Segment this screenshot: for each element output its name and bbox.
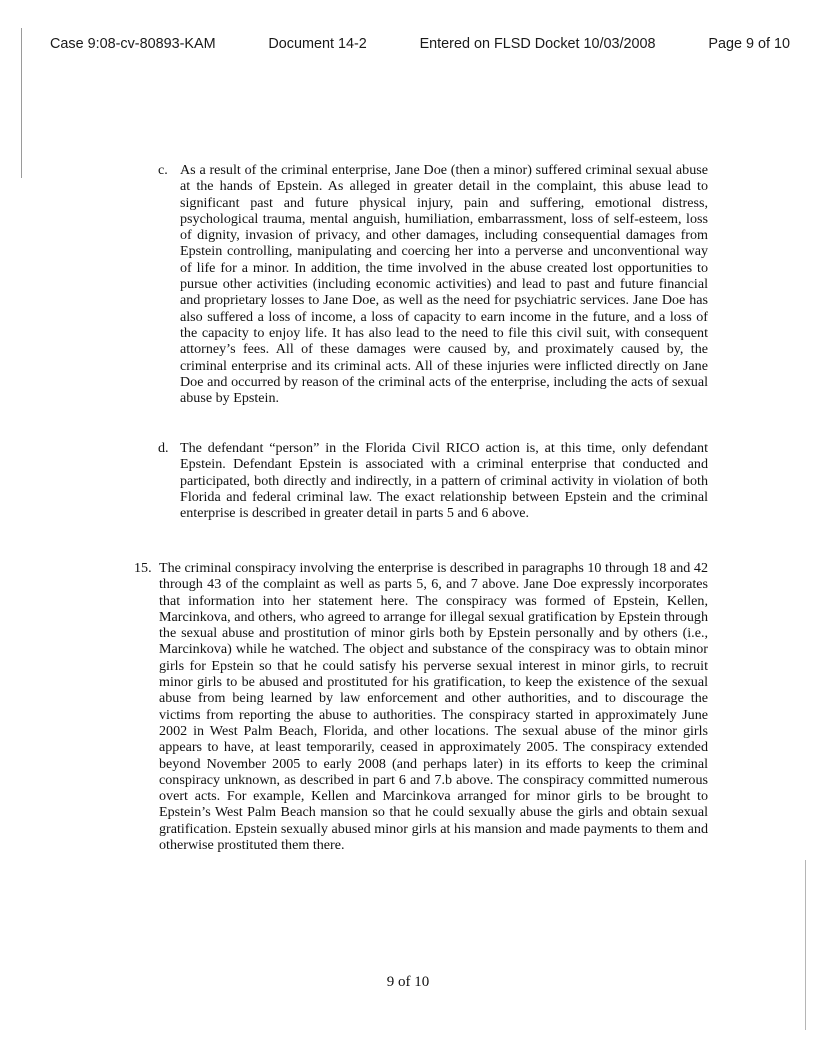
case-number: Case 9:08-cv-80893-KAM <box>50 36 216 52</box>
scan-margin-line <box>805 860 806 1030</box>
court-filing-header <box>50 36 790 52</box>
list-item-d <box>158 440 708 522</box>
paragraph-number-15: 15. <box>134 560 152 576</box>
page-footer: 9 of 10 <box>386 974 430 990</box>
list-marker-d: d. <box>158 440 169 456</box>
list-marker-c: c. <box>158 162 168 178</box>
header-page-number: Page 9 of 10 <box>708 36 790 52</box>
docket-entry: Entered on FLSD Docket 10/03/2008 <box>419 36 656 52</box>
list-item-c <box>158 162 708 407</box>
paragraph-15-text: The criminal conspiracy involving the enterprise is described in paragraphs 10 through 18 and 42 through 43 of the complaint as well as parts 5, 6, and 7 above. Jane Doe expressly incorporates that information into her statement here. The conspiracy was formed of Epstein, Kellen, Marcinkova, and others, who agreed to arrange for illegal sexual gratification by Epstein through the sexual abuse and prostitution of minor girls both by Epstein personally and by others (i.e., Marcinkova) while he watched. The object and substance of the conspiracy was to obtain minor girls for Epstein so that he could satisfy his perverse sexual interest in minor girls, to recruit minor girls to be abused and prostituted for his gratification, to keep the existence of the sexual abuse from being learned by law enforcement and other authorities, and to discourage the victims from reporting the abuse to authorities. The conspiracy started in approximately June 2002 in West Palm Beach, Florida, and other locations. The sexual abuse of the minor girls appears to have, at least temporarily, ceased in approximately 2005. The conspiracy extended beyond November 2005 to early 2008 (and perhaps later) in its efforts to keep the criminal conspiracy unknown, as described in part 6 and 7.b above. The conspiracy committed numerous overt acts. For example, Kellen and Marcinkova arranged for minor girls to be brought to Epstein’s West Palm Beach mansion so that he could sexually abuse the girls and obtain sexual gratification. Epstein sexually abused minor girls at his mansion and made payments to them and otherwise prostituted them there. <box>159 560 708 854</box>
paragraph-15 <box>134 560 708 854</box>
document-number: Document 14-2 <box>268 36 367 52</box>
scan-margin-line <box>21 28 22 178</box>
list-item-d-text: The defendant “person” in the Florida Civil RICO action is, at this time, only defendant Epstein. Defendant Epstein is associated with a criminal enterprise that conducted and participated, both directly and indirectly, in a pattern of criminal activity in violation of both Florida and federal criminal law. The exact relationship between Epstein and the criminal enterprise is described in greater detail in parts 5 and 6 above. <box>180 440 708 522</box>
list-item-c-text: As a result of the criminal enterprise, Jane Doe (then a minor) suffered criminal sexual abuse at the hands of Epstein. As alleged in greater detail in the complaint, this abuse lead to significant past and future physical injury, pain and suffering, emotional distress, psychological trauma, mental anguish, humiliation, embarrassment, loss of self-esteem, loss of dignity, invasion of privacy, and other damages, including consequential damages from Epstein controlling, manipulating and coercing her into a perverse and unconventional way of life for a minor. In addition, the time involved in the abuse created lost opportunities to pursue other activities (including economic activities) and lead to past and future financial and proprietary losses to Jane Doe, as well as the need for psychiatric services. Jane Doe has also suffered a loss of income, a loss of capacity to earn income in the future, and a loss of the capacity to enjoy life. It has also lead to the need to file this civil suit, with consequent attorney’s fees. All of these damages were caused by, and proximately caused by, the criminal enterprise and its criminal acts. All of these injuries were inflicted directly on Jane Doe and occurred by reason of the criminal acts of the enterprise, including the acts of sexual abuse by Epstein. <box>180 162 708 407</box>
